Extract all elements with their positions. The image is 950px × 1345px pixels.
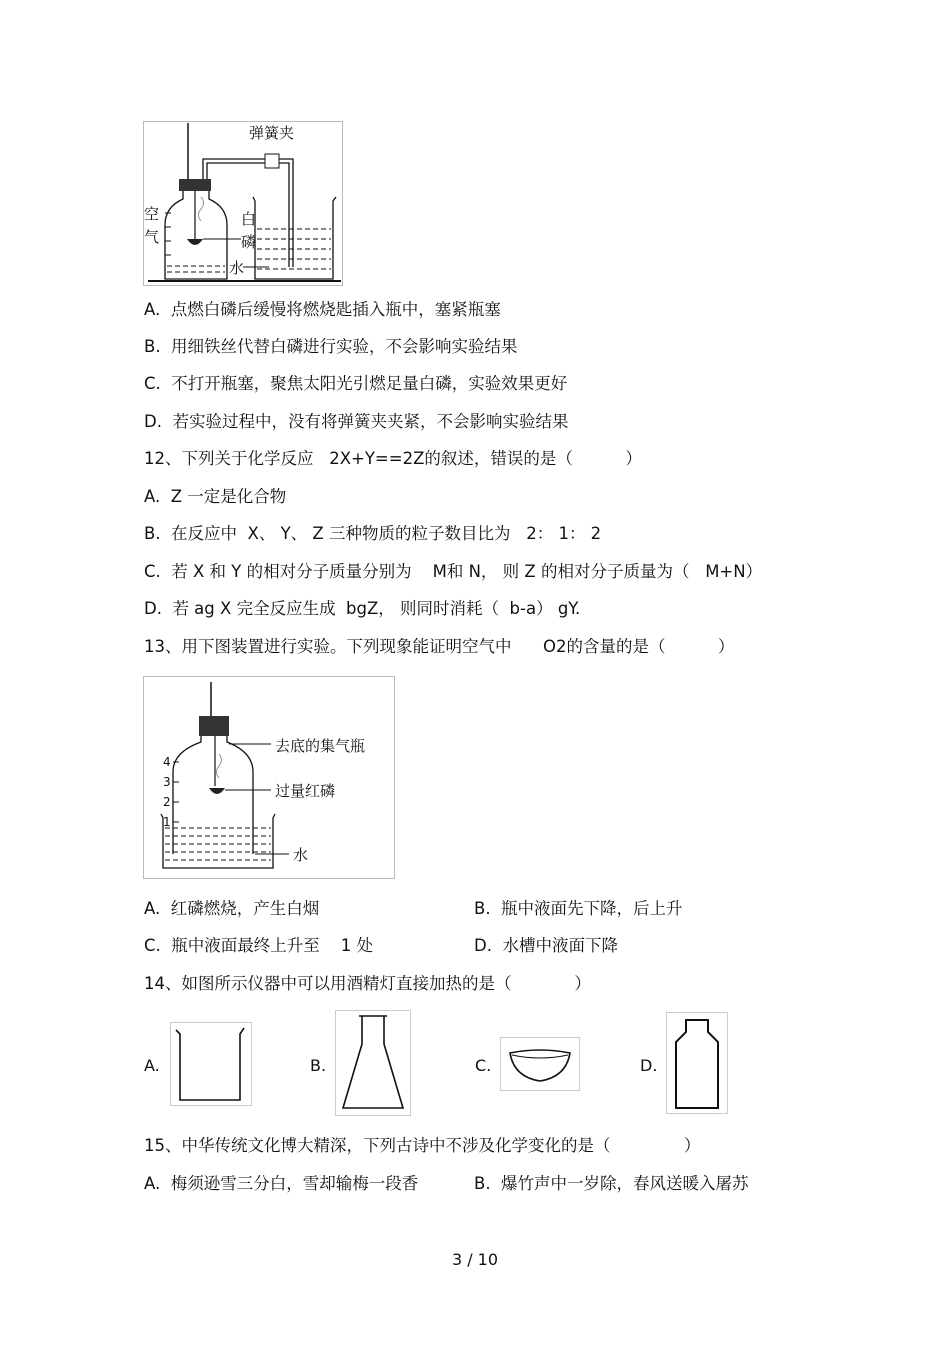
label-bottomless-bottle: 去底的集气瓶 xyxy=(275,737,366,755)
q11-option-b: B. 用细铁丝代替白磷进行实验，不会影响实验结果 xyxy=(144,337,518,356)
erlenmeyer-flask-icon xyxy=(335,1010,411,1116)
reagent-bottle-icon xyxy=(666,1012,728,1114)
scale-1: 1 xyxy=(163,815,171,829)
q14-choice-b-label: B. xyxy=(310,1056,327,1075)
q15-stem: 15、中华传统文化博大精深，下列古诗中不涉及化学变化的是（ ） xyxy=(144,1136,701,1155)
q11-option-c: C. 不打开瓶塞，聚焦太阳光引燃足量白磷，实验效果更好 xyxy=(144,374,568,393)
q14-choice-c-label: C. xyxy=(475,1056,492,1075)
q15-option-a: A. 梅须逊雪三分白，雪却输梅一段香 xyxy=(144,1174,419,1193)
label-white-phosphorus-2: 磷 xyxy=(241,233,257,251)
q12-option-b: B. 在反应中 X、 Y、 Z 三种物质的粒子数目比为 2： 1： 2 xyxy=(144,524,602,543)
beaker-icon xyxy=(170,1022,252,1106)
q14-choice-d-label: D. xyxy=(640,1056,658,1075)
q13-option-c: C. 瓶中液面最终上升至 1 处 xyxy=(144,936,373,955)
label-air-2: 气 xyxy=(144,228,160,246)
evaporating-dish-icon xyxy=(500,1037,580,1091)
q13-option-a: A. 红磷燃烧，产生白烟 xyxy=(144,899,320,918)
scale-3: 3 xyxy=(163,775,171,789)
q11-option-a: A. 点燃白磷后缓慢将燃烧匙插入瓶中，塞紧瓶塞 xyxy=(144,300,501,319)
q11-option-d: D. 若实验过程中，没有将弹簧夹夹紧，不会影响实验结果 xyxy=(144,412,569,431)
q13-option-b: B. 瓶中液面先下降，后上升 xyxy=(474,899,683,918)
q13-option-d: D. 水槽中液面下降 xyxy=(474,936,618,955)
scale-4: 4 xyxy=(163,755,171,769)
q12-stem: 12、下列关于化学反应 2X+Y==2Z的叙述，错误的是（ ） xyxy=(144,449,642,468)
label-white-phosphorus-1: 白 xyxy=(241,210,257,228)
figure-red-phosphorus-apparatus xyxy=(143,676,395,879)
q14-stem: 14、如图所示仪器中可以用酒精灯直接加热的是（ ） xyxy=(144,974,591,993)
scale-2: 2 xyxy=(163,795,171,809)
label-water: 水 xyxy=(229,259,245,277)
page-number: 3 / 10 xyxy=(451,1250,499,1269)
q12-option-d: D. 若 ag X 完全反应生成 bgZ， 则同时消耗（ b-a） gY. xyxy=(144,599,581,618)
q13-stem: 13、用下图装置进行实验。下列现象能证明空气中 O2的含量的是（ ） xyxy=(144,637,735,656)
label-trough-water: 水 xyxy=(293,846,309,864)
label-spring-clip: 弹簧夹 xyxy=(249,124,295,142)
q15-option-b: B. 爆竹声中一岁除，春风送暖入屠苏 xyxy=(474,1174,749,1193)
q12-option-a: A. Z 一定是化合物 xyxy=(144,487,287,506)
label-air-1: 空 xyxy=(144,205,160,223)
q14-choice-a-label: A. xyxy=(144,1056,160,1075)
label-excess-red-phosphorus: 过量红磷 xyxy=(275,782,336,800)
q12-option-c: C. 若 X 和 Y 的相对分子质量分别为 M和 N， 则 Z 的相对分子质量为（ M+N） xyxy=(144,562,763,581)
figure-white-phosphorus-apparatus xyxy=(143,121,343,286)
